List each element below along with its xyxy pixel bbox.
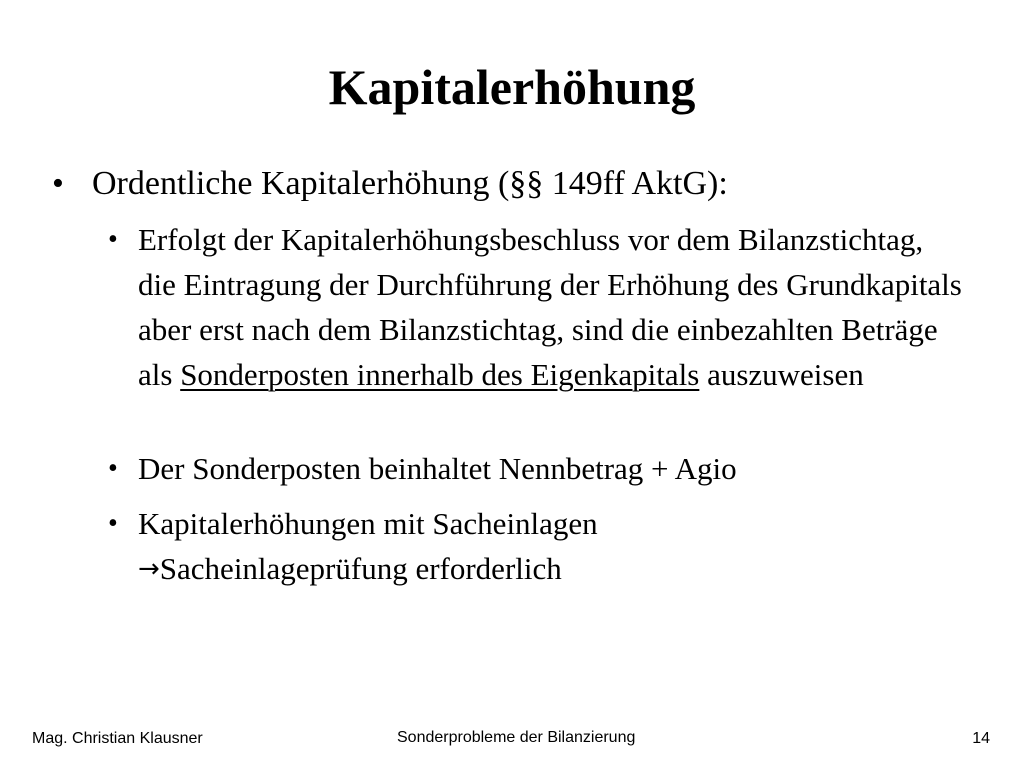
sub-bullet-underlined-text: Sonderposten innerhalb des Eigenkapitals bbox=[180, 357, 700, 392]
sub-bullet-text-end: auszuweisen bbox=[699, 357, 864, 392]
footer-author: Mag. Christian Klausner bbox=[32, 730, 203, 747]
sub-bullet-text-line2: Sacheinlageprüfung erforderlich bbox=[159, 551, 562, 586]
footer-topic: Sonderprobleme der Bilanzierung bbox=[397, 729, 636, 746]
sub-bullet-text: Erfolgt der Kapitalerhöhungsbeschluss vor dem Bilanzstichtag, die Eintragung der Durchführung der Erhöhung des Grundkapitals aber erst nach dem Bilanzstichtag, sind die einbezahlten Beträge als bbox=[138, 222, 962, 392]
bullet-dot: • bbox=[108, 453, 118, 484]
bullet-dot: • bbox=[52, 165, 64, 202]
main-bullet bbox=[52, 162, 972, 206]
bullet-dot: • bbox=[108, 224, 118, 255]
sub-bullet-text: Kapitalerhöhungen mit Sacheinlagen bbox=[138, 506, 598, 541]
sub-bullet-sonderposten-rule bbox=[108, 217, 968, 397]
bullet-dot: • bbox=[108, 508, 118, 539]
sub-bullet-sacheinlagen bbox=[108, 501, 968, 592]
arrow-right-icon: → bbox=[138, 554, 160, 584]
footer-page-number: 14 bbox=[972, 730, 990, 747]
sub-bullet-nennbetrag-agio bbox=[108, 446, 968, 491]
slide-title: Kapitalerhöhung bbox=[328, 59, 696, 115]
main-bullet-text: Ordentliche Kapitalerhöhung (§§ 149ff AktG): bbox=[92, 165, 728, 202]
sub-bullet-text: Der Sonderposten beinhaltet Nennbetrag + Agio bbox=[138, 451, 737, 486]
